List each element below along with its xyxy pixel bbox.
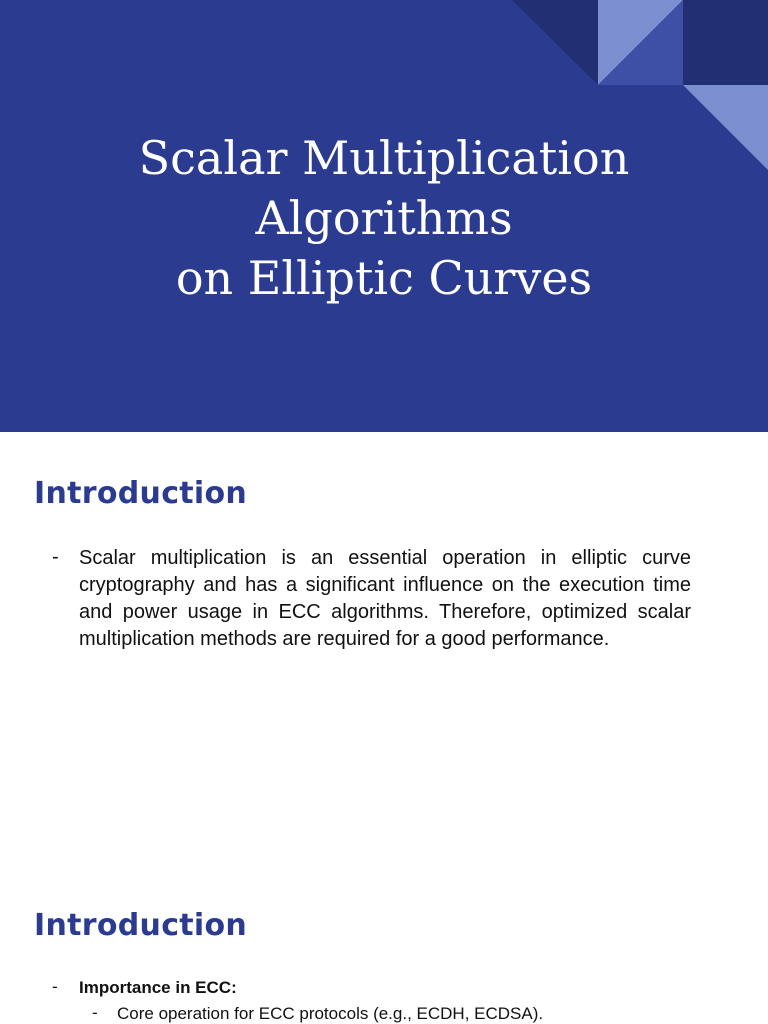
bullet-marker: - bbox=[52, 546, 59, 568]
deco-dark-triangle bbox=[512, 0, 598, 85]
presentation-title bbox=[0, 128, 768, 308]
intro-slide-2 bbox=[0, 864, 768, 1024]
slide-heading: Introduction bbox=[34, 908, 248, 943]
title-line: Algorithms bbox=[255, 191, 513, 245]
intro-slide-1 bbox=[0, 432, 768, 864]
bullet-paragraph: Scalar multiplication is an essential operation in elliptic curve cryptography and has a significant influence on the execution time and power usage in ECC algorithms. Therefore, optimized scalar multiplication methods are required for a good performance. bbox=[79, 547, 691, 650]
slide-heading: Introduction bbox=[34, 476, 248, 511]
bullet-marker: - bbox=[52, 977, 58, 996]
bullet-label: Importance in ECC: bbox=[79, 978, 237, 997]
deco-dark-square bbox=[683, 0, 768, 85]
title-line: Scalar Multiplication bbox=[138, 131, 630, 185]
sub-bullet-marker: - bbox=[92, 1003, 98, 1022]
title-slide bbox=[0, 0, 768, 432]
sub-bullet-text: Core operation for ECC protocols (e.g., ECDH, ECDSA). bbox=[117, 1004, 544, 1023]
title-line: on Elliptic Curves bbox=[175, 251, 593, 305]
